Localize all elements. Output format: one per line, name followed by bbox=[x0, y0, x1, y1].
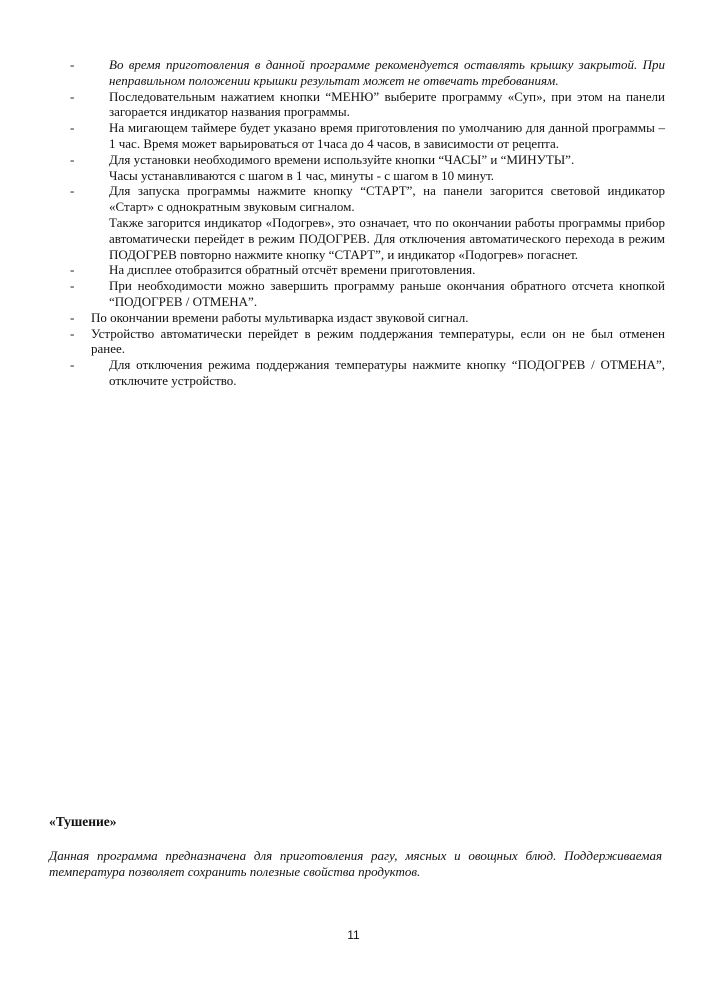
list-item-text: Последовательным нажатием кнопки “МЕНЮ” выберите программу «Суп», при этом на панели загорается индикатор названия программы. bbox=[109, 88, 665, 120]
list-item-text: Во время приготовления в данной программе рекомендуется оставлять крышку закрытой. При неправильном положении крышки результат может не отвечать требованиям. bbox=[109, 57, 665, 88]
list-bullet: - bbox=[70, 120, 75, 136]
list-bullet: - bbox=[70, 151, 75, 167]
list-item-disable-warm bbox=[0, 357, 707, 389]
instruction-list bbox=[0, 57, 707, 389]
list-bullet: - bbox=[70, 309, 75, 325]
list-item-lid-advice bbox=[0, 57, 707, 89]
list-bullet: - bbox=[70, 262, 75, 278]
list-item-set-time bbox=[0, 152, 707, 184]
list-item-countdown bbox=[0, 262, 707, 278]
list-item-text: Также загорится индикатор «Подогрев», это означает, что по окончании работы программы прибор автоматически перейдет в режим ПОДОГРЕВ. Для отключения автоматического перехода в режим ПОДОГРЕВ повторно нажмите кнопку “СТАРТ”, и индикатор «Подогрев» погаснет. bbox=[109, 214, 665, 262]
list-bullet: - bbox=[70, 325, 75, 341]
list-item-text: На мигающем таймере будет указано время приготовления по умолчанию для данной программы – 1 час. Время может варьироваться от 1часа до 4 часов, в зависимости от рецепта. bbox=[109, 120, 665, 151]
list-item-start bbox=[0, 183, 707, 262]
list-item-end-signal bbox=[0, 310, 707, 326]
section-description-text: Данная программа предназначена для приготовления рагу, мясных и овощных блюд. Поддерживаемая температура позволяет сохранить полезные свойства продуктов. bbox=[49, 848, 662, 879]
list-item-text: Часы устанавливаются с шагом в 1 час, минуты - с шагом в 10 минут. bbox=[109, 167, 495, 183]
list-item-text: Устройство автоматически перейдет в режим поддержания температуры, если он не был отменен ранее. bbox=[91, 325, 665, 357]
list-item-text: На дисплее отобразится обратный отсчёт времени приготовления. bbox=[109, 262, 476, 278]
page-number: 11 bbox=[347, 928, 360, 942]
section-description bbox=[49, 848, 662, 880]
list-bullet: - bbox=[70, 57, 75, 72]
list-item-text: При необходимости можно завершить программу раньше окончания обратного отсчета кнопкой “ПОДОГРЕВ / ОТМЕНА”. bbox=[109, 278, 665, 309]
section-heading: «Тушение» bbox=[49, 814, 117, 829]
list-bullet: - bbox=[70, 357, 75, 373]
list-item-cancel bbox=[0, 278, 707, 310]
list-bullet: - bbox=[70, 183, 75, 199]
list-item-text: Для запуска программы нажмите кнопку “СТАРТ”, на панели загорится световой индикатор «Старт» с однократным звуковым сигналом. bbox=[109, 183, 665, 215]
list-bullet: - bbox=[70, 88, 75, 104]
list-item-text: По окончании времени работы мультиварка издаст звуковой сигнал. bbox=[91, 309, 469, 325]
list-item-keep-warm bbox=[0, 326, 707, 358]
list-item-menu-select bbox=[0, 89, 707, 121]
list-item-text: Для установки необходимого времени используйте кнопки “ЧАСЫ” и “МИНУТЫ”. bbox=[109, 151, 575, 167]
list-bullet: - bbox=[70, 278, 75, 294]
list-item-text: Для отключения режима поддержания температуры нажмите кнопку “ПОДОГРЕВ / ОТМЕНА”, отключите устройство. bbox=[109, 357, 665, 388]
list-item-default-time bbox=[0, 120, 707, 152]
